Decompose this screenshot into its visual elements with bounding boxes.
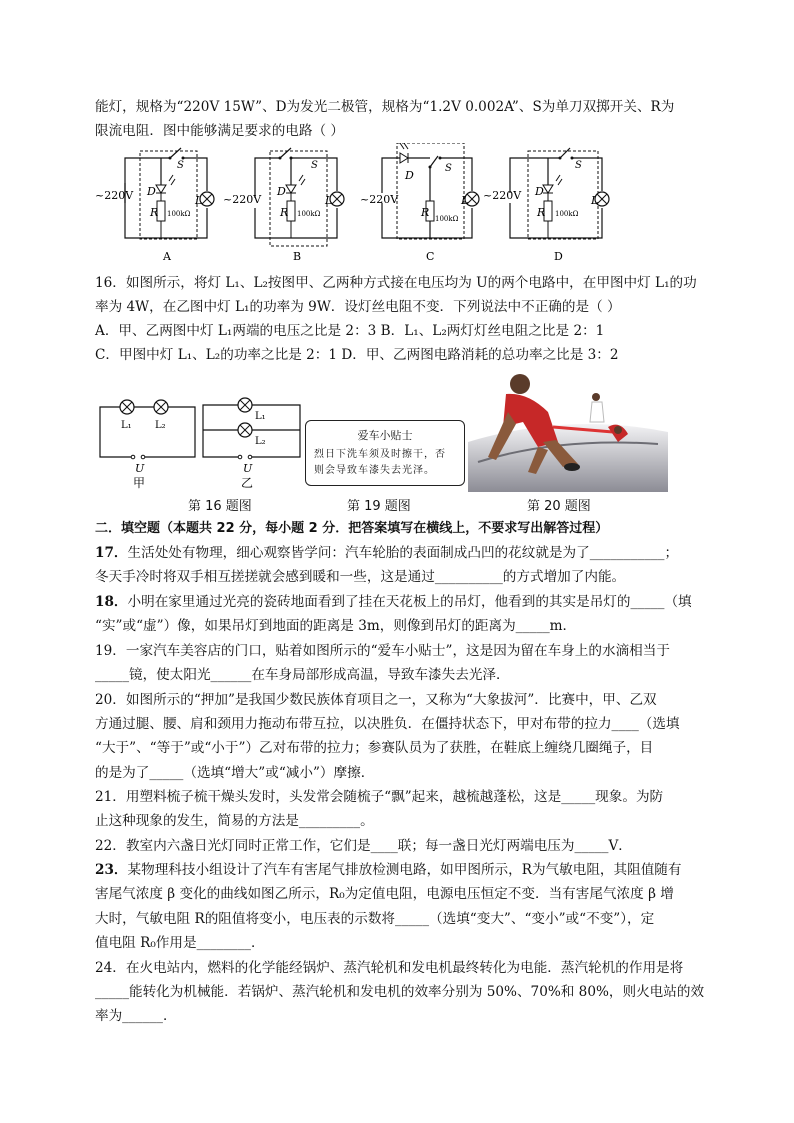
s-label-b: S [311, 160, 318, 171]
option-b: B [293, 250, 302, 263]
question-line [95, 592, 705, 612]
question-line [95, 836, 705, 856]
question-line [95, 909, 705, 929]
res-val-c: 100kΩ [435, 215, 459, 223]
question-text: 止这种现象的发生，简易的方法是_________。 [95, 813, 374, 829]
question-text: _____能转化为机械能．若锅炉、蒸汽轮机和发电机的效率分别为 50%、70%和 80%，则火电站的效 [95, 984, 705, 1000]
question-number: 17． [95, 545, 128, 561]
r-label-a: R [150, 206, 159, 219]
d-label-a: D [147, 185, 156, 198]
section-2-heading: 二．填空题（本题共 22 分，每小题 2 分．把答案填写在横线上，不要求写出解答过程） [95, 521, 609, 536]
question-number: 23． [95, 862, 128, 878]
question-text: 值电阻 R₀作用是________． [95, 935, 265, 951]
question-line [95, 543, 705, 563]
question-text: 19．一家汽车美容店的门口，贴着如图所示的“爱车小贴士”，这是因为留在车身上的水滴相当于 [95, 643, 670, 659]
q16-line-1: 16．如图所示，将灯 L₁、L₂按图甲、乙两种方式接在电压均为 U的两个电路中，在甲图中灯 L₁的功 [95, 275, 697, 291]
fig16-circuits [95, 395, 305, 490]
l-label-b: L [325, 194, 333, 207]
voltage-c: ~220V [360, 193, 399, 206]
caption-fig20: 第 20 题图 [527, 499, 591, 514]
question-line [95, 567, 705, 587]
question-line [95, 811, 705, 831]
question-text: “实”或“虚”）像，如果吊灯到地面的距离是 3m，则像到吊灯的距离为_____m． [95, 618, 577, 634]
question-text: 害尾气浓度 β 变化的曲线如图乙所示，R₀为定值电阻，电源电压恒定不变．当有害尾气浓度 β 增 [95, 886, 674, 902]
question-line [95, 665, 705, 685]
question-text: 生活处处有物理，细心观察皆学问：汽车轮胎的表面制成凸凹的花纹就是为了___________； [127, 545, 679, 561]
fig19-tip-card [305, 420, 465, 486]
voltage-a: ~220V [95, 189, 134, 202]
fig16-yi-l1: L₁ [255, 411, 266, 422]
question-text: 的是为了_____（选填“增大”或“减小”）摩擦． [95, 765, 375, 781]
d-label-d: D [535, 185, 544, 198]
question-line [95, 982, 705, 1002]
q15-line-1: 能灯，规格为“220V 15W”、D为发光二极管，规格为“1.2V 0.002A”、S为单刀双掷开关、R为 [95, 99, 675, 115]
fig20-photo [468, 372, 668, 492]
question-text: “大于”、“等于”或“小于”）乙对布带的拉力；参赛队员为了获胜，在鞋底上缠绕几圈绳子，目 [95, 740, 654, 756]
fig16-yi-u: U [243, 462, 253, 475]
circuit-c [382, 143, 479, 239]
d-label-c: D [405, 169, 414, 182]
q15-line-2: 限流电阻．图中能够满足要求的电路（ ） [95, 123, 345, 139]
q16-option-cd: C．甲图中灯 L₁、L₂的功率之比是 2：1 D．甲、乙两图电路消耗的总功率之比是 3：2 [95, 347, 619, 363]
question-text: 21．用塑料梳子梳干燥头发时，头发常会随梳子“飘”起来，越梳越蓬松，这是_____现象。为防 [95, 789, 664, 805]
fig16-yi-l2: L₂ [255, 436, 266, 447]
r-label-c: R [421, 206, 430, 219]
voltage-d: ~220V [483, 189, 522, 202]
question-line [95, 860, 705, 880]
s-label-a: S [177, 160, 184, 171]
question-line [95, 958, 705, 978]
question-text: 冬天手冷时将双手相互搓搓就会感到暖和一些，这是通过__________的方式增加了内能。 [95, 569, 626, 585]
s-label-c: S [445, 163, 452, 174]
question-line [95, 616, 705, 636]
question-line [95, 884, 705, 904]
r-label-b: R [280, 206, 289, 219]
caption-fig16: 第 16 题图 [188, 499, 252, 514]
question-line [95, 933, 705, 953]
question-number: 18． [95, 594, 128, 610]
d-label-b: D [277, 185, 286, 198]
fig16-yi-label: 乙 [241, 476, 254, 490]
voltage-b: ~220V [223, 193, 262, 206]
fig16-jia-l1: L₁ [121, 420, 132, 431]
tip-line-1: 烈日下洗车须及时擦干，否 [314, 449, 446, 460]
q15-circuits-figure [95, 143, 620, 268]
s-label-d: S [575, 160, 582, 171]
question-line [95, 787, 705, 807]
res-val-b: 100kΩ [297, 210, 321, 218]
option-d: D [554, 250, 563, 263]
question-line [95, 1006, 705, 1026]
option-a: A [163, 250, 171, 263]
question-line [95, 763, 705, 783]
caption-fig19: 第 19 题图 [347, 499, 411, 514]
question-text: 方通过腿、腰、肩和颈用力拖动布带互拉，以决胜负．在僵持状态下，甲对布带的拉力____（选填 [95, 716, 680, 732]
question-text: 22．教室内六盏日光灯同时正常工作，它们是____联；每一盏日光灯两端电压为_____V． [95, 838, 632, 854]
question-line [95, 641, 705, 661]
l-label-a: L [195, 194, 203, 207]
res-val-d: 100kΩ [555, 210, 579, 218]
fig16-jia-label: 甲 [133, 476, 146, 490]
question-text: 率为______． [95, 1008, 177, 1024]
r-label-d: R [537, 206, 546, 219]
fig16-jia-l2: L₂ [155, 420, 166, 431]
l-label-c: L [461, 194, 469, 207]
tip-title: 爱车小贴士 [357, 429, 413, 442]
question-text: 小明在家里通过光亮的瓷砖地面看到了挂在天花板上的吊灯，他看到的其实是吊灯的_____（填 [127, 594, 692, 610]
res-val-a: 100kΩ [167, 210, 191, 218]
question-text: 20．如图所示的“押加”是我国少数民族体育项目之一，又称为“大象拔河”．比赛中，甲、乙双 [95, 692, 657, 708]
question-text: 某物理科技小组设计了汽车有害尾气排放检测电路，如甲图所示，R为气敏电阻，其阻值随有 [127, 862, 682, 878]
question-line [95, 690, 705, 710]
question-text: _____镜，使太阳光______在车身局部形成高温，导致车漆失去光泽． [95, 667, 510, 683]
fig16-jia-u: U [135, 462, 145, 475]
q16-line-2: 率为 4W，在乙图中灯 L₁的功率为 9W．设灯丝电阻不变．下列说法中不正确的是（ ） [95, 299, 621, 315]
question-text: 24．在火电站内，燃料的化学能经锅炉、蒸汽轮机和发电机最终转化为电能．蒸汽轮机的作用是将 [95, 960, 684, 976]
l-label-d: L [591, 194, 599, 207]
option-c: C [426, 250, 435, 263]
q16-option-ab: A．甲、乙两图中灯 L₁两端的电压之比是 2：3 B．L₁、L₂两灯灯丝电阻之比是 2：1 [95, 323, 605, 339]
question-line [95, 738, 705, 758]
question-text: 大时，气敏电阻 R的阻值将变小，电压表的示数将_____（选填“变大”、“变小”或“不变”），定 [95, 911, 655, 927]
tip-line-2: 则会导致车漆失去光泽。 [314, 465, 435, 476]
question-line [95, 714, 705, 734]
